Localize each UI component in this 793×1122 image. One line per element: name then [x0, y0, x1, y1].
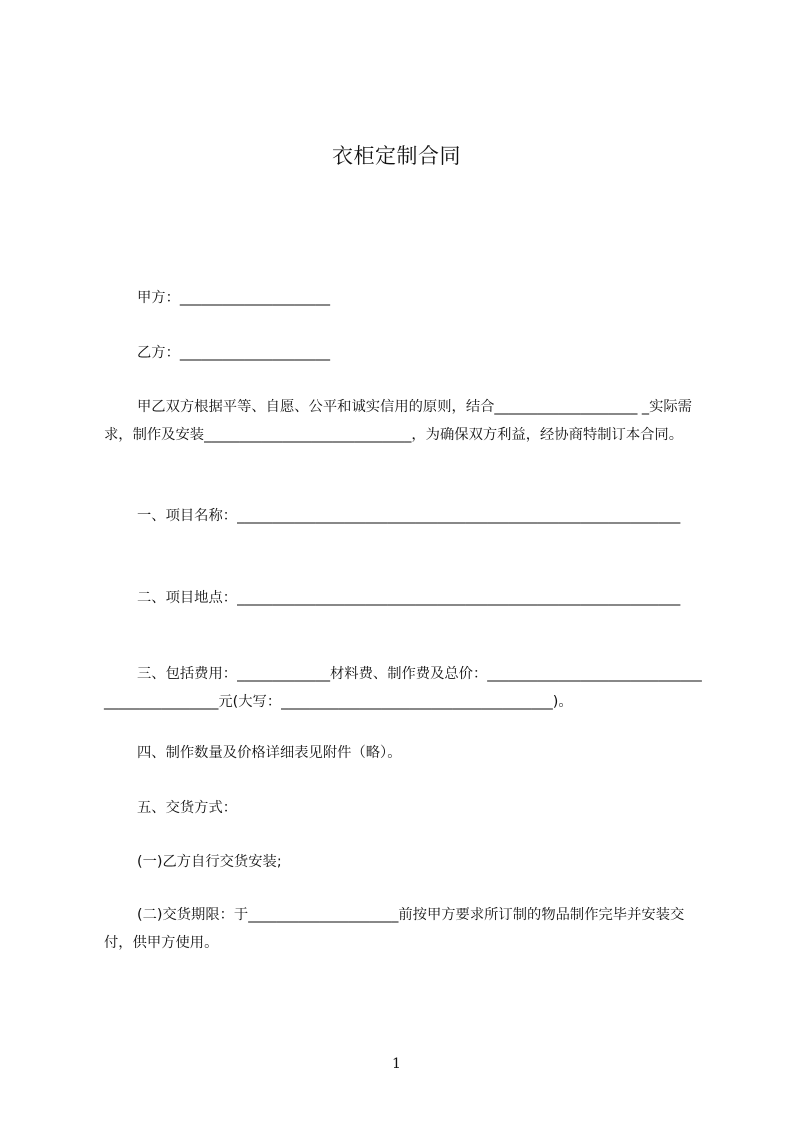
- clause-delivery-deadline: (二)交货期限：于_____________________前按甲方要求所订制的物品制作完毕并安装交付，供甲方使用。: [104, 907, 685, 951]
- clause-project-location: 二、项目地点：______________________________________________________________: [137, 590, 681, 606]
- party-b-line: 乙方：_____________________: [137, 345, 331, 361]
- page-number: 1: [392, 1056, 401, 1072]
- document-title: 衣柜定制合同: [332, 144, 461, 168]
- clause-delivery-method: 五、交货方式：: [137, 800, 238, 816]
- clause-quantity-price: 四、制作数量及价格详细表见附件（略）。: [137, 745, 402, 761]
- clause-fees: 三、包括费用：_____________材料费、制作费及总价：______________________________________________元(大写：______________________________________)。: [104, 666, 702, 710]
- party-a-line: 甲方：_____________________: [137, 290, 331, 306]
- clause-project-name: 一、项目名称：______________________________________________________________: [137, 508, 681, 524]
- intro-paragraph: 甲乙双方根据平等、自愿、公平和诚实信用的原则，结合____________________ _实际需求，制作及安装_____________________________，为确保双方利益，经协商特制订本合同。: [104, 399, 692, 443]
- clause-delivery-self-install: (一)乙方自行交货安装;: [137, 854, 282, 870]
